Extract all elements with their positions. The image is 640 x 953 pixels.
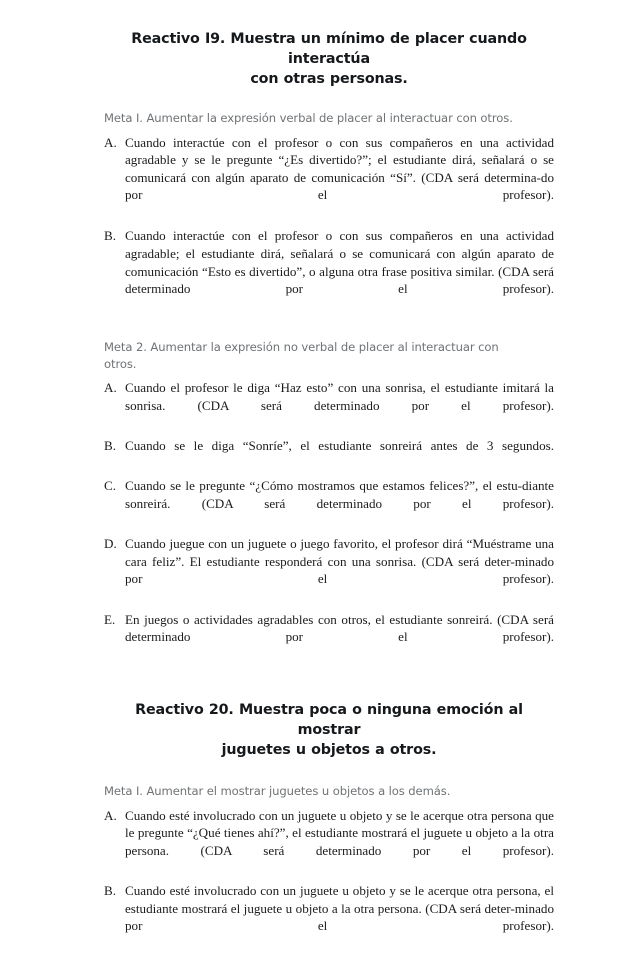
list-item xyxy=(104,807,554,877)
list-item-text: Cuando interactúe con el profesor o con sus compañeros en una actividad agradable; el estudiante dirá, señalará o se comunicará con algún aparato de comunicación “Esto es divertido”, o alguna otra frase positiva similar. (CDA será determinado por el profesor). xyxy=(125,228,554,297)
list-item-marker: A. xyxy=(104,807,117,823)
list-item xyxy=(104,227,554,315)
section-heading-line-1: Reactivo I9. Muestra un mínimo de placer cuando interactúa xyxy=(131,31,527,67)
section-reactivo-19 xyxy=(104,29,554,663)
list-item-marker: B. xyxy=(104,883,117,899)
section-heading-line-1: Reactivo 20. Muestra poca o ninguna emoción al mostrar xyxy=(135,702,523,739)
goal-heading-meta-1 xyxy=(104,783,554,800)
list-item-marker: A. xyxy=(104,134,117,150)
goal-item-list xyxy=(104,134,554,316)
section-heading-line-2: con otras personas. xyxy=(250,71,408,87)
goal-heading-line-2: otros. xyxy=(104,356,137,371)
list-item-marker: D. xyxy=(104,536,117,552)
list-item-marker: C. xyxy=(104,478,117,494)
document-content xyxy=(104,0,554,953)
goal-heading-line-1: Meta 2. Aumentar la expresión no verbal de placer al interactuar con xyxy=(104,340,499,355)
goal-heading-line-1: Meta I. Aumentar la expresión verbal de placer al interactuar con otros. xyxy=(104,111,513,125)
section-reactivo-20 xyxy=(104,700,554,952)
list-item-marker: B. xyxy=(104,228,117,244)
list-item-text: Cuando interactúe con el profesor o con sus compañeros en una actividad agradable y se le pregunte “¿Es divertido?”; el estudiante dirá, señalará o se comunicará con algún aparato de comunicación “Sí”. (CDA será determina-do por el profesor). xyxy=(125,134,554,203)
goal-item-list xyxy=(104,379,554,663)
list-item xyxy=(104,535,554,605)
list-item-text: Cuando esté involucrado con un juguete u objeto y se le acerque otra persona que le pregunte “¿Qué tienes ahí?”, el estudiante mostrará el juguete u objeto a la otra persona. (CDA será determinado por el profesor). xyxy=(125,807,554,859)
list-item xyxy=(104,437,554,472)
list-item-text: Cuando el profesor le diga “Haz esto” con una sonrisa, el estudiante imitará la sonrisa. (CDA será determinado por el profesor). xyxy=(125,380,554,414)
goal-heading-line-1: Meta I. Aumentar el mostrar juguetes u objetos a los demás. xyxy=(104,784,451,799)
goal-heading-meta-1 xyxy=(104,110,554,127)
list-item xyxy=(104,882,554,952)
list-item-text: Cuando se le diga “Sonríe”, el estudiante sonreirá antes de 3 segundos. xyxy=(125,438,554,454)
goal-item-list xyxy=(104,807,554,953)
section-heading xyxy=(104,700,554,760)
list-item-text: Cuando se le pregunte “¿Cómo mostramos que estamos felices?”, el estu-diante sonreirá. (CDA será determinado por el profesor). xyxy=(125,478,554,511)
list-item-marker: B. xyxy=(104,438,117,454)
list-item xyxy=(104,134,554,222)
list-item xyxy=(104,611,554,664)
goal-heading-meta-2 xyxy=(104,339,554,372)
section-heading-line-2: juguetes u objetos a otros. xyxy=(221,742,437,759)
list-item xyxy=(104,477,554,530)
list-item-marker: E. xyxy=(104,611,116,627)
list-item-text: Cuando esté involucrado con un juguete u objeto y se le acerque otra persona, el estudiante mostrará el juguete u objeto a la otra persona. (CDA será deter-minado por el profesor). xyxy=(125,883,554,934)
section-heading xyxy=(104,29,554,89)
list-item-marker: A. xyxy=(104,380,117,396)
list-item-text: En juegos o actividades agradables con otros, el estudiante sonreirá. (CDA será determinado por el profesor). xyxy=(125,611,554,645)
list-item xyxy=(104,379,554,432)
list-item-text: Cuando juegue con un juguete o juego favorito, el profesor dirá “Muéstrame una cara feliz”. El estudiante responderá con una sonrisa. (CDA será deter-minado por el profesor). xyxy=(125,536,554,587)
